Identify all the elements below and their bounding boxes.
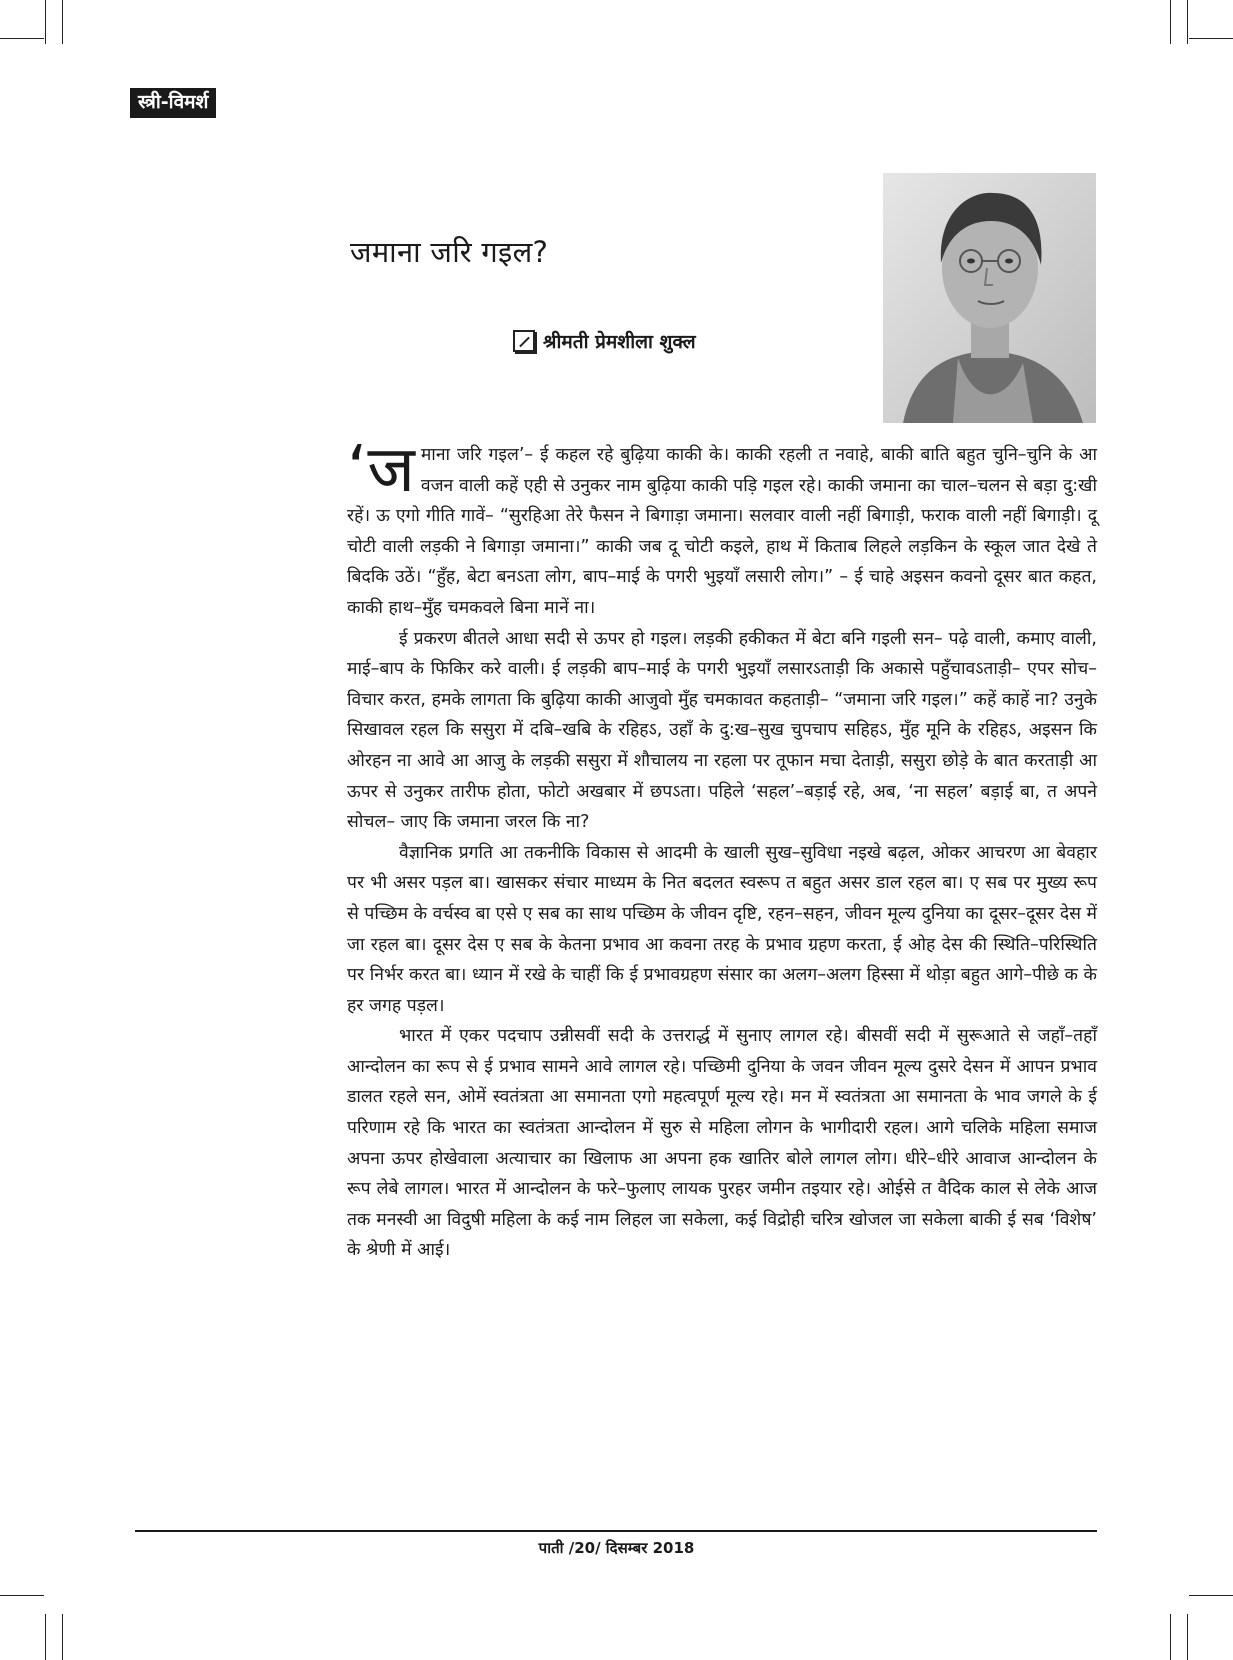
article-paragraph: भारत में एकर पदचाप उन्नीसवीं सदी के उत्तरार्द्ध में सुनाए लागल रहे। बीसवीं सदी में सुरूआते से जहाँ–तहाँ आन्दोलन का रूप से ई प्रभाव सामने आवे लागल रहे। पच्छिमी दुनिया के जवन जीवन मूल्य दुसरे देसन में आपन प्रभाव डालत रहले सन, ओमें स्वतंत्रता आ समानता एगो महत्वपूर्ण मूल्य रहे। मन में स्वतंत्रता आ समानता के भाव जगले के ई परिणाम रहे कि भारत का स्वतंत्रता आन्दोलन में सुरु से महिला लोगन के भागीदारी रहल। आगे चलिके महिला समाज अपना ऊपर होखेवाला अत्याचार का खिलाफ आ अपना हक खातिर बोले लागल लोग। धीरे–धीरे आवाज आन्दोलन के रूप लेबे लागल। भारत में आन्दोलन के फरे–फुलाए लायक पुरहर जमीन तइयार रहे। ओईसे त वैदिक काल से लेके आज तक मनस्वी आ विदुषी महिला के कई नाम लिहल जा सकेला, कई विद्रोही चरित्र खोजल जा सकेला बाकी ई सब ‘विशेष’ के श्रेणी में आई।	[347, 1026, 1097, 1261]
author-name: श्रीमती प्रेमशीला शुक्ल	[543, 331, 696, 353]
article-paragraph: ई प्रकरण बीतले आधा सदी से ऊपर हो गइल। लड़की हकीकत में बेटा बनि गइली सन– पढ़े वाली, कमाए वाली, माई–बाप के फिकिर करे वाली। ई लड़की बाप–माई के पगरी भुइयाँ लसारऽताड़ी कि अकासे पहुँचावऽताड़ी– एपर सोच–विचार करत, हमके लागता कि बुढ़िया काकी आजुवो मुँह चमकावत कहताड़ी– “जमाना जरि गइल।” कहें काहें ना? उनुके सिखावल रहल कि ससुरा में दबि–खबि के रहिहऽ, उहाँ के दु:ख–सुख चुपचाप सहिहऽ, मुँह मूनि के रहिहऽ, अइसन कि ओरहन ना आवे आ आजु के लड़की ससुरा में शौचालय ना रहला पर तूफान मचा देताड़ी, ससुरा छोड़े के बात करताड़ी आ ऊपर से उनुकर तारीफ होता, फोटो अखबार में छपऽता। पहिले ‘सहल’–बड़ाई रहे, अब, ‘ना सहल’ बड़ाई बा, त अपने सोचल– जाए कि जमाना जरल कि ना?	[347, 628, 1097, 833]
page-footer: पाती /20/ दिसम्बर 2018	[538, 1539, 695, 1557]
section-tag: स्त्री-विमर्श	[130, 88, 216, 118]
paragraph-text: माना जरि गइल’– ई कहल रहे बुढ़िया काकी के। काकी रहली त नवाहे, बाकी बाति बहुत चुनि–चुनि के आ वजन वाली कहें एही से उनुकर नाम बुढ़िया काकी पड़ि गइल रहे। काकी जमाना का चाल–चलन से बड़ा दु:खी रहें। ऊ एगो गीति गावें– “सुरहिआ तेरे फैसन ने बिगाड़ा जमाना। सलवार वाली नहीं बिगाड़ी, फराक वाली नहीं बिगाड़ी। दू चोटी वाली लड़की ने बिगाड़ा जमाना।” काकी जब दू चोटी कइले, हाथ में किताब लिहले लड़किन के स्कूल जात देखे ते बिदकि उठें। “हुँह, बेटा बनऽता लोग, बाप–माई के पगरी भुइयाँ लसारी लोग।” – ई चाहे अइसन कवनो दूसर बात कहत, काकी हाथ–मुँह चमकवले बिना मानें ना।	[347, 445, 1097, 618]
article-paragraph	[347, 433, 1097, 624]
crop-mark	[62, 1614, 63, 1660]
crop-mark	[1189, 38, 1233, 39]
article-body	[347, 433, 1097, 1266]
crop-mark	[45, 1614, 46, 1660]
footer-divider	[135, 1530, 1097, 1532]
byline	[513, 328, 696, 354]
article-paragraph: वैज्ञानिक प्रगति आ तकनीकि विकास से आदमी के खाली सुख–सुविधा नइखे बढ़ल, ओकर आचरण आ बेवहार पर भी असर पड़ल बा। खासकर संचार माध्यम के नित बदलत स्वरूप त बहुत असर डाल रहल बा। ए सब पर मुख्य रूप से पच्छिम के वर्चस्व बा एसे ए सब का साथ पच्छिम के जीवन दृष्टि, रहन–सहन, जीवन मूल्य दुनिया का दूसर–दूसर देस में जा रहल बा। दूसर देस ए सब के केतना प्रभाव आ कवना तरह के प्रभाव ग्रहण करता, ई ओह देस की स्थिति–परिस्थिति पर निर्भर करत बा। ध्यान में रखे के चाहीं कि ई प्रभावग्रहण संसार का अलग–अलग हिस्सा में थोड़ा बहुत आगे–पीछे क के हर जगह पड़ल।	[347, 842, 1097, 1016]
crop-mark	[0, 1595, 44, 1596]
crop-mark	[1170, 1614, 1171, 1660]
crop-mark	[1170, 0, 1171, 44]
pen-icon	[513, 330, 535, 352]
crop-mark	[0, 38, 44, 39]
crop-mark	[1189, 1595, 1233, 1596]
crop-mark	[45, 0, 46, 44]
drop-cap: ‘ज	[347, 433, 415, 507]
author-photo	[883, 173, 1096, 423]
crop-mark	[1187, 1614, 1188, 1660]
crop-mark	[1187, 0, 1188, 44]
crop-mark	[62, 0, 63, 44]
article-title: जमाना जरि गइल?	[350, 235, 549, 269]
